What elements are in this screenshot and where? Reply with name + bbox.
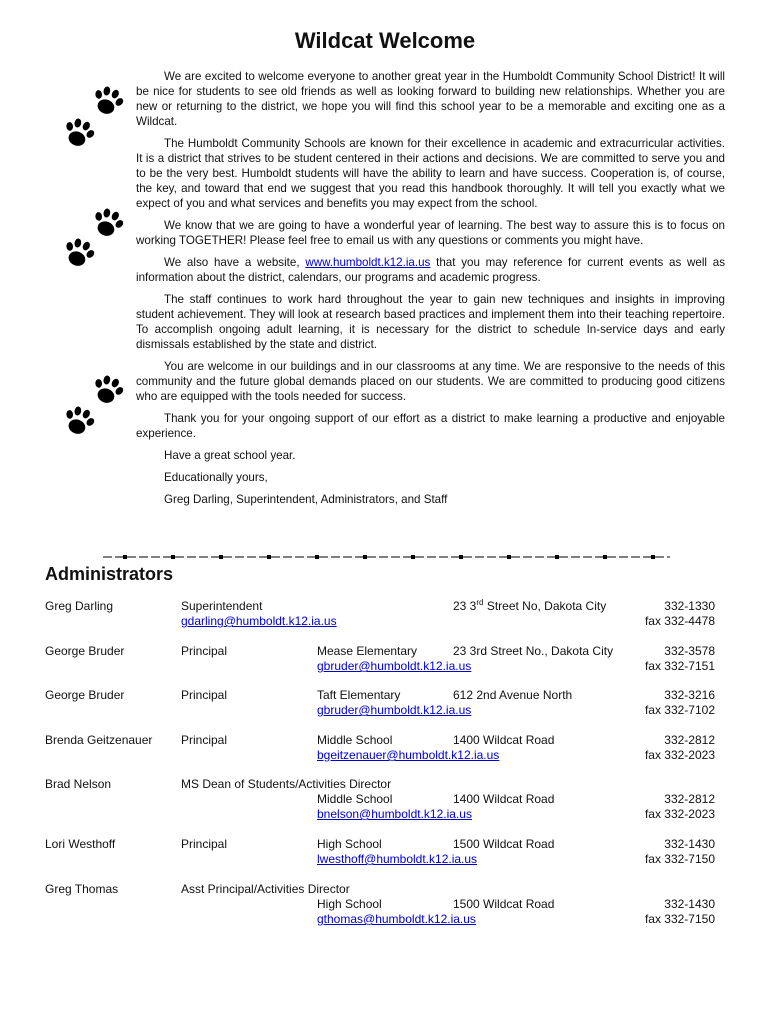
admin-role: Principal <box>181 644 228 658</box>
admin-phone: 332-3216 <box>664 688 715 702</box>
admin-address: 1500 Wildcat Road <box>453 897 555 911</box>
admin-school: Taft Elementary <box>317 688 401 702</box>
admin-address: 23 3rd Street No, Dakota City <box>453 598 607 613</box>
letter-paragraph: You are welcome in our buildings and in our classrooms at any time. We are responsive to the needs of this community and the future global demands placed on our students. We are committed to producing good citizens who are equipped with the tools needed for success. <box>136 360 725 403</box>
admin-fax: fax 332-2023 <box>644 807 715 821</box>
admin-school: Middle School <box>317 733 393 747</box>
paw-print-icon <box>62 404 96 438</box>
admin-name: Lori Westhoff <box>45 837 116 851</box>
admin-address: 1500 Wildcat Road <box>453 837 555 851</box>
admin-email-link[interactable]: bnelson@humboldt.k12.ia.us <box>317 807 472 821</box>
paw-print-icon <box>91 206 125 240</box>
admin-email-link[interactable]: lwesthoff@humboldt.k12.ia.us <box>317 852 478 866</box>
admin-address: 1400 Wildcat Road <box>453 792 555 806</box>
letter-paragraph: Thank you for your ongoing support of our effort as a district to make learning a productive and enjoyable experience. <box>136 412 725 440</box>
admin-school: Middle School <box>317 792 393 806</box>
admin-name: Brenda Geitzenauer <box>45 733 153 747</box>
admin-fax: fax 332-7151 <box>644 659 715 673</box>
paw-print-icon <box>62 236 96 270</box>
admin-school: High School <box>317 897 382 911</box>
closing-line: Educationally yours, <box>164 471 268 484</box>
district-website-link[interactable]: www.humboldt.k12.ia.us <box>305 256 431 269</box>
admin-phone: 332-2812 <box>664 792 715 806</box>
admin-fax: fax 332-7150 <box>644 912 715 926</box>
admin-email-link[interactable]: gdarling@humboldt.k12.ia.us <box>181 614 337 628</box>
admin-email-link[interactable]: gthomas@humboldt.k12.ia.us <box>317 912 476 926</box>
admin-email-link[interactable]: gbruder@humboldt.k12.ia.us <box>317 703 472 717</box>
letter-paragraph: We are excited to welcome everyone to another great year in the Humboldt Community School District! It will be nice for students to see old friends as well as looking forward to building new relationships. Whether you are new or returning to the district, we hope you will find this school year to be a memorable and exciting one as a Wildcat. <box>136 70 725 128</box>
admin-phone: 332-1430 <box>664 897 715 911</box>
admin-fax: fax 332-2023 <box>644 748 715 762</box>
letter-paragraph: The Humboldt Community Schools are known for their excellence in academic and extracurricular activities. It is a district that strives to be student centered in their actions and decisions. We are committed to serve you and to be the very best. Humboldt students will have the ability to learn and have success. Cooperation is, of course, the key, and toward that end we suggest that you read this handbook thoroughly. It will tell you exactly what we expect of you and what services and benefits you may expect from the school. <box>136 137 725 210</box>
admin-role: Principal <box>181 688 228 702</box>
admin-phone: 332-1430 <box>664 837 715 851</box>
admin-name: Greg Thomas <box>45 882 119 896</box>
admin-fax: fax 332-7150 <box>644 852 715 866</box>
admin-role: MS Dean of Students/Activities Director <box>181 777 392 791</box>
section-divider <box>103 552 670 562</box>
admin-role: Asst Principal/Activities Director <box>181 882 350 896</box>
paw-print-icon <box>91 373 125 407</box>
letter-paragraph: The staff continues to work hard throughout the year to gain new techniques and insights in improving student achievement. They will look at research based practices and implement them into their teaching repertoire. To accomplish ongoing adult learning, it is necessary for the district to schedule In-service days and early dismissals established by the state and district. <box>136 293 725 351</box>
page-title: Wildcat Welcome <box>294 28 476 53</box>
admin-name: George Bruder <box>45 688 125 702</box>
admin-address: 612 2nd Avenue North <box>453 688 573 702</box>
letter-paragraph: We know that we are going to have a wonderful year of learning. The best way to assure this is to focus on working TOGETHER! Please feel free to email us with any questions or comments you might have. <box>136 219 725 247</box>
admin-phone: 332-1330 <box>664 599 715 613</box>
admin-email-link[interactable]: bgeitzenauer@humboldt.k12.ia.us <box>317 748 500 762</box>
admin-role: Superintendent <box>181 599 263 613</box>
admin-name: Greg Darling <box>45 599 114 613</box>
paw-print-icon <box>62 116 96 150</box>
admin-phone: 332-3578 <box>664 644 715 658</box>
admin-fax: fax 332-7102 <box>644 703 715 717</box>
admin-name: George Bruder <box>45 644 125 658</box>
admin-school: Mease Elementary <box>317 644 418 658</box>
administrators-heading: Administrators <box>45 564 174 584</box>
closing-line: Have a great school year. <box>164 449 296 462</box>
admin-name: Brad Nelson <box>45 777 112 791</box>
admin-role: Principal <box>181 837 228 851</box>
admin-email-link[interactable]: gbruder@humboldt.k12.ia.us <box>317 659 472 673</box>
admin-school: High School <box>317 837 382 851</box>
website-paragraph: We also have a website, www.humboldt.k12.ia.us that you may reference for current events as well as information about the district, calendars, our programs and academic progress. <box>136 256 725 284</box>
admin-fax: fax 332-4478 <box>644 614 715 628</box>
admin-phone: 332-2812 <box>664 733 715 747</box>
admin-address: 23 3rd Street No., Dakota City <box>453 644 614 658</box>
welcome-letter <box>136 69 725 514</box>
admin-role: Principal <box>181 733 228 747</box>
paw-print-icon <box>91 84 125 118</box>
admin-address: 1400 Wildcat Road <box>453 733 555 747</box>
signature-line: Greg Darling, Superintendent, Administrators, and Staff <box>164 493 448 506</box>
